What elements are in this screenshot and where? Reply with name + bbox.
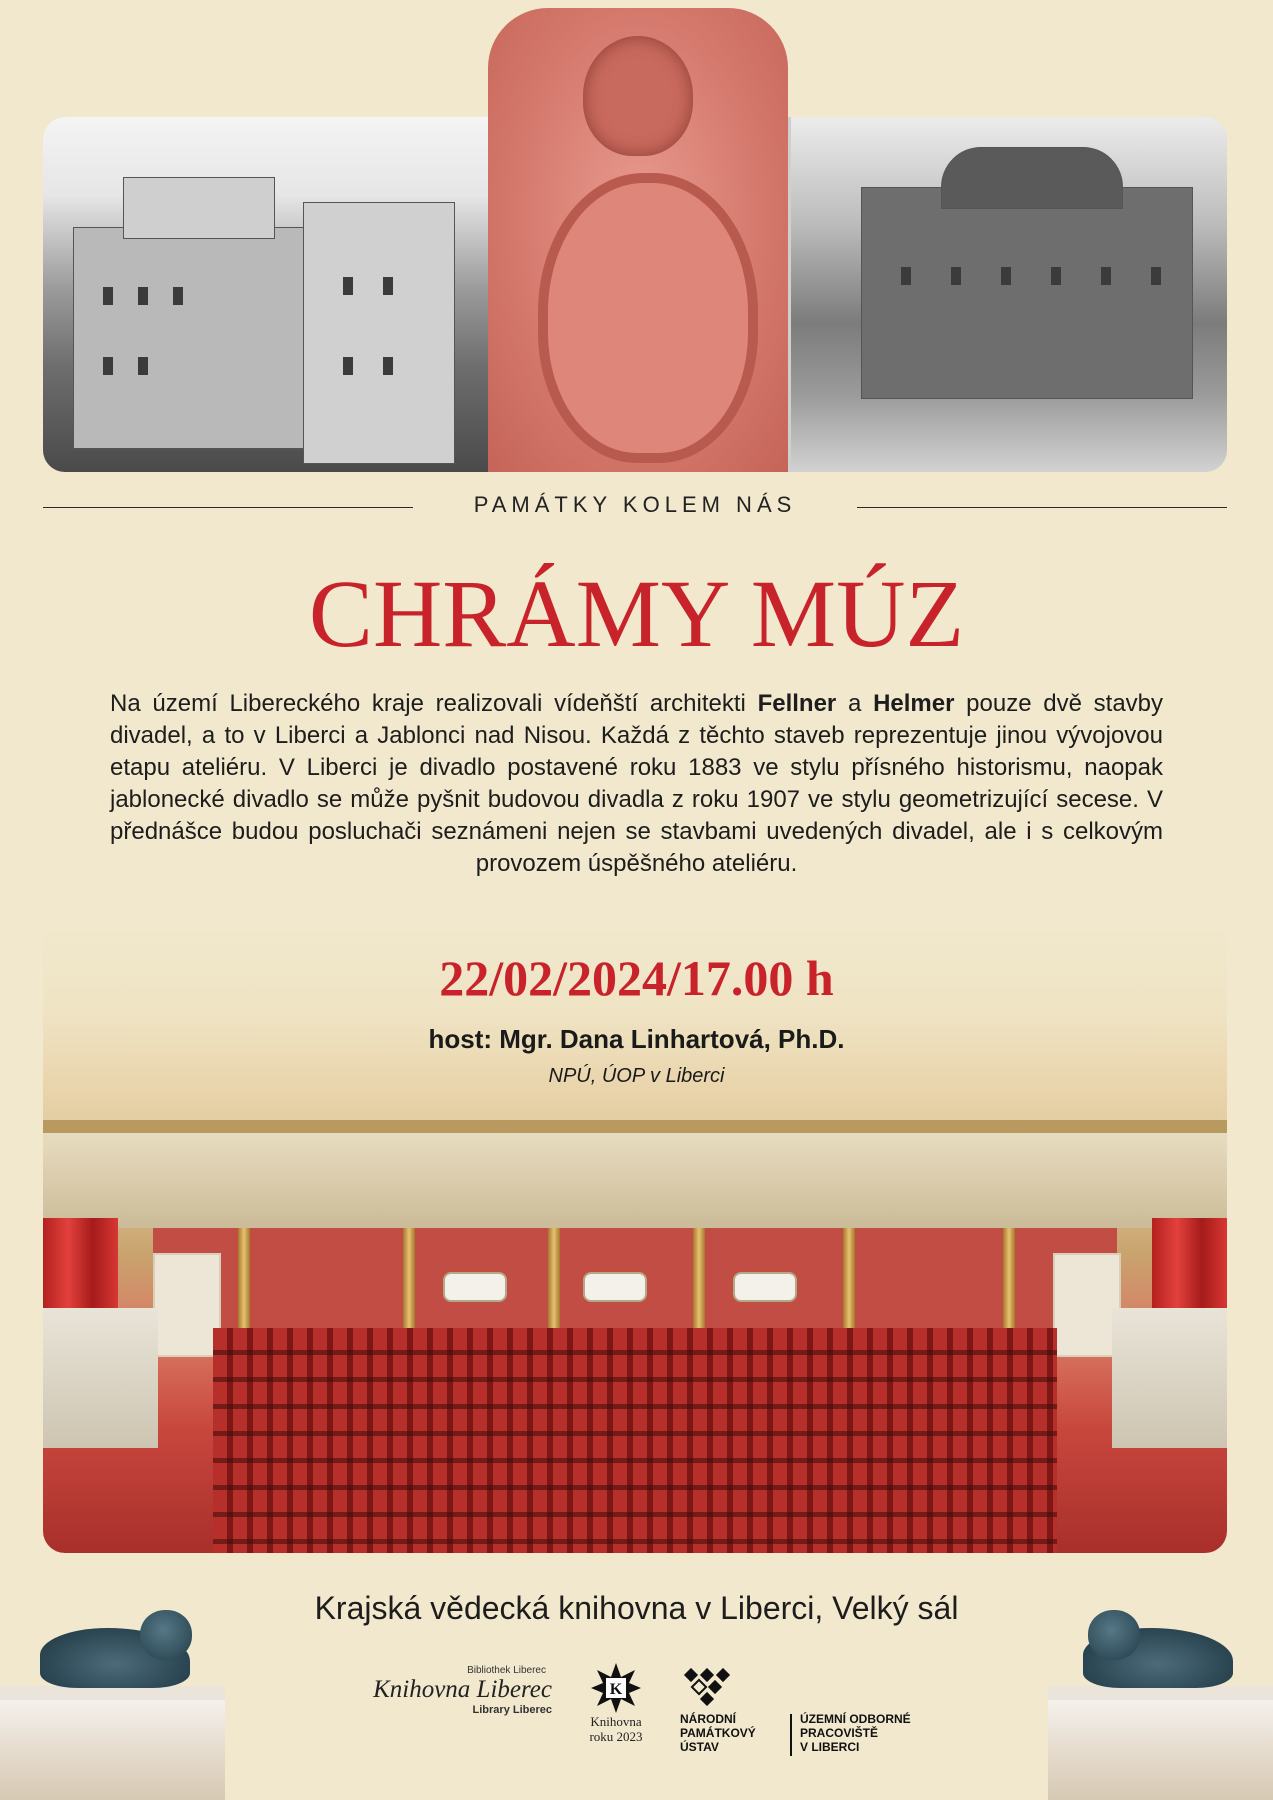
library-logo-small: Bibliothek Liberec bbox=[467, 1665, 546, 1676]
series-label: PAMÁTKY KOLEM NÁS bbox=[473, 492, 797, 517]
npu-line-1: NÁRODNÍ bbox=[680, 1712, 736, 1726]
npu-mark-icon bbox=[680, 1668, 736, 1706]
event-organization: NPÚ, ÚOP v Liberci bbox=[548, 1065, 725, 1087]
page-title: CHRÁMY MÚZ bbox=[308, 560, 965, 667]
npu-line-3: ÚSTAV bbox=[680, 1740, 719, 1754]
architect-helmer: Helmer bbox=[873, 690, 955, 717]
event-datetime: 22/02/2024/17.00 h bbox=[439, 950, 834, 1006]
award-caption-1: Knihovna bbox=[590, 1714, 642, 1729]
lion-statue-right bbox=[1048, 1615, 1273, 1800]
description bbox=[110, 688, 1163, 880]
npu-dept-2: PRACOVIŠTĚ bbox=[800, 1726, 879, 1740]
library-logo-script: Knihovna Liberec bbox=[373, 1676, 552, 1703]
theatre-interior-photo bbox=[43, 928, 1227, 1553]
description-part2: pouze dvě stavby divadel, a to v Liberci a Jablonci nad Nisou. Každá z těchto staveb reprezentuje jinou vývojovou etapu ateliéru. V Liberci je divadlo postavené roku 1883 ve stylu přísného historismu, naopak jablonecké divadlo se může pyšnit budovou divadla z roku 1907 ve stylu geometrizující secese. V přednášce budou posluchači seznámeni nejen se stavbami uvedených divadel, ale i s celkovým provozem úspěšného ateliéru. bbox=[110, 690, 1164, 877]
event-venue: Krajská vědecká knihovna v Liberci, Velký sál bbox=[314, 1590, 959, 1626]
architect-fellner: Fellner bbox=[757, 690, 837, 717]
award-caption-2: roku 2023 bbox=[589, 1729, 643, 1744]
event-host: host: Mgr. Dana Linhartová, Ph.D. bbox=[428, 1024, 845, 1054]
npu-divider bbox=[790, 1714, 792, 1756]
liberec-theatre-photo bbox=[43, 117, 489, 472]
library-liberec-logo bbox=[352, 1665, 552, 1745]
award-letter: K bbox=[609, 1681, 623, 1698]
npu-line-2: PAMÁTKOVÝ bbox=[680, 1726, 756, 1740]
npu-logo bbox=[680, 1668, 940, 1754]
jablonec-theatre-photo bbox=[791, 117, 1227, 472]
series-label-row bbox=[43, 492, 1227, 522]
star-icon bbox=[590, 1662, 642, 1714]
npu-name bbox=[680, 1712, 756, 1754]
lion-statue-left bbox=[0, 1615, 225, 1800]
description-and: a bbox=[836, 690, 874, 717]
mask-icon bbox=[583, 36, 693, 156]
npu-dept-3: V LIBERCI bbox=[800, 1740, 860, 1754]
npu-dept-1: ÚZEMNÍ ODBORNÉ bbox=[800, 1712, 911, 1726]
shield-icon bbox=[538, 173, 758, 463]
description-part1: Na území Libereckého kraje realizovali vídeňští architekti bbox=[110, 690, 758, 717]
theatre-mask-relief bbox=[488, 8, 788, 472]
npu-department bbox=[800, 1712, 911, 1754]
library-of-year-logo bbox=[578, 1662, 654, 1744]
library-logo-english: Library Liberec bbox=[472, 1704, 552, 1716]
